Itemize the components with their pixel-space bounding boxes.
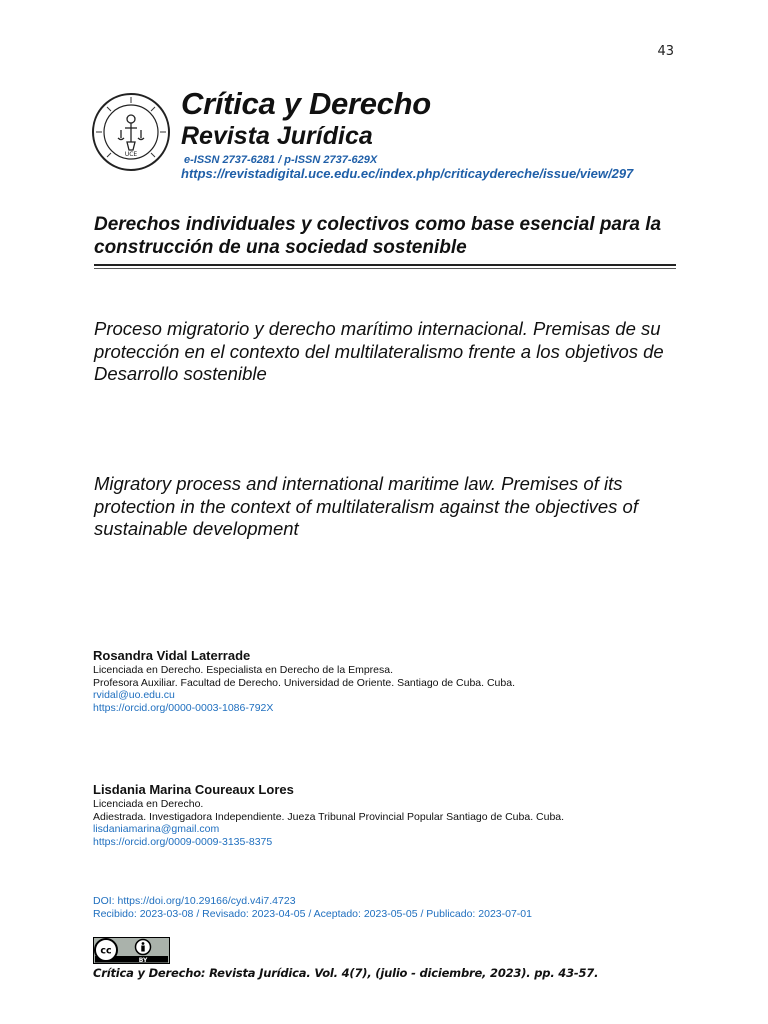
cc-by-label: BY xyxy=(138,957,148,964)
author-email-link[interactable]: rvidal@uo.edu.cu xyxy=(93,689,175,701)
section-divider xyxy=(94,264,676,266)
author-block-1 xyxy=(93,648,693,714)
author-affiliation: Adiestrada. Investigadora Independiente. Jueza Tribunal Provincial Popular Santiago de Cuba. Cuba. xyxy=(93,810,565,823)
author-email-link[interactable]: lisdaniamarina@gmail.com xyxy=(93,823,220,835)
cc-letters: cc xyxy=(100,945,112,957)
section-title: Derechos individuales y colectivos como base esencial para la construcción de una sociedad sostenible xyxy=(94,214,662,258)
author-block-2 xyxy=(93,782,693,848)
doi-link[interactable]: DOI: https://doi.org/10.29166/cyd.v4i7.4723 xyxy=(93,895,296,907)
author-name: Rosandra Vidal Laterrade xyxy=(93,648,251,663)
author-credential: Licenciada en Derecho. xyxy=(93,798,204,810)
article-title-spanish: Proceso migratorio y derecho marítimo internacional. Premisas de su protección en el contexto del multilateralismo frente a los objetivos de Desarrollo sostenible xyxy=(94,318,664,384)
journal-url-link[interactable]: https://revistadigital.uce.edu.ec/index.php/criticaydereche/issue/view/297 xyxy=(181,166,634,181)
page-number: 43 xyxy=(657,44,674,59)
cc-by-icon[interactable] xyxy=(93,937,170,964)
author-orcid-link[interactable]: https://orcid.org/0009-0009-3135-8375 xyxy=(93,835,273,848)
citation-line: Crítica y Derecho: Revista Jurídica. Vol. 4(7), (julio - diciembre, 2023). pp. 43-57. xyxy=(93,966,599,980)
author-affiliation: Profesora Auxiliar. Facultad de Derecho. Universidad de Oriente. Santiago de Cuba. Cuba. xyxy=(93,676,515,689)
article-title-english: Migratory process and international maritime law. Premises of its protection in the context of multilateralism against the objectives of sustainable development xyxy=(94,473,638,539)
section-divider-thin xyxy=(94,268,676,269)
publication-dates: Recibido: 2023-03-08 / Revisado: 2023-04-05 / Aceptado: 2023-05-05 / Publicado: 2023-07-01 xyxy=(93,908,532,920)
issn-line: e-ISSN 2737-6281 / p-ISSN 2737-629X xyxy=(184,154,378,166)
author-name: Lisdania Marina Coureaux Lores xyxy=(93,782,294,797)
seal-inner-text: UCE xyxy=(124,151,138,158)
journal-subtitle: Revista Jurídica xyxy=(181,122,373,150)
author-credential: Licenciada en Derecho. Especialista en Derecho de la Empresa. xyxy=(93,664,394,676)
journal-title: Crítica y Derecho xyxy=(181,86,431,121)
author-orcid-link[interactable]: https://orcid.org/0000-0003-1086-792X xyxy=(93,701,274,714)
journal-seal-icon xyxy=(91,92,171,172)
